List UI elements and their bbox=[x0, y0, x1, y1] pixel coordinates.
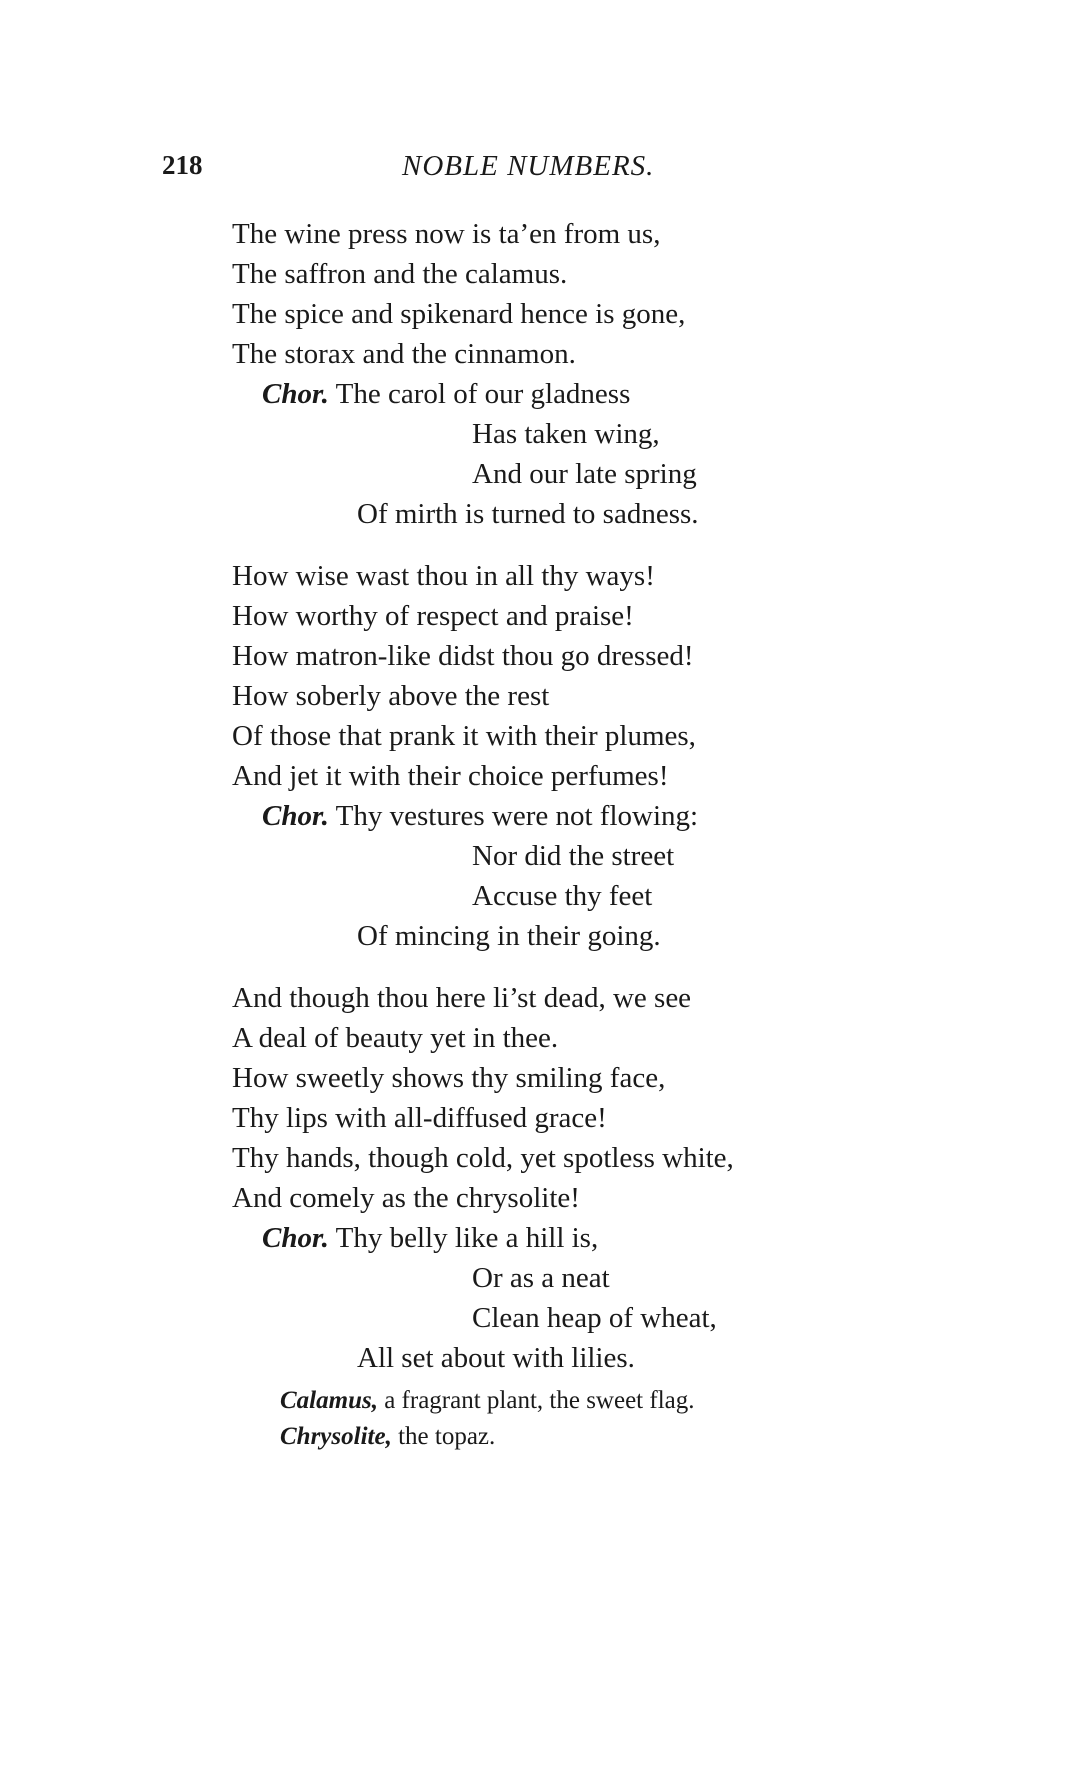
poem-line bbox=[232, 978, 734, 1018]
poem-line bbox=[232, 796, 734, 836]
poem-line bbox=[232, 334, 734, 374]
line-text: How wise wast thou in all thy ways! bbox=[232, 560, 655, 592]
line-text: How matron-like didst thou go dressed! bbox=[232, 640, 694, 672]
footnote bbox=[280, 1383, 694, 1419]
poem-line bbox=[232, 756, 734, 796]
poem-line bbox=[232, 636, 734, 676]
poem-line bbox=[232, 836, 734, 876]
footnote-definition: the topaz. bbox=[391, 1423, 496, 1450]
footnotes bbox=[280, 1383, 694, 1455]
page-number: 218 bbox=[162, 150, 203, 180]
poem-line bbox=[232, 716, 734, 756]
poem-line bbox=[232, 294, 734, 334]
line-text: A deal of beauty yet in thee. bbox=[232, 1022, 559, 1054]
line-text: Or as a neat bbox=[472, 1262, 610, 1294]
footnote-term: Calamus, bbox=[280, 1387, 378, 1414]
line-text: How soberly above the rest bbox=[232, 680, 550, 712]
poem-line bbox=[232, 676, 734, 716]
line-text: And though thou here li’st dead, we see bbox=[232, 982, 692, 1014]
stanza bbox=[232, 214, 734, 534]
poem-line bbox=[232, 556, 734, 596]
poem-line bbox=[232, 214, 734, 254]
poem-line bbox=[232, 254, 734, 294]
line-text: And comely as the chrysolite! bbox=[232, 1182, 580, 1214]
line-text: Accuse thy feet bbox=[472, 880, 653, 912]
poem-line bbox=[232, 1018, 734, 1058]
poem-line bbox=[232, 494, 734, 534]
line-text: How worthy of respect and praise! bbox=[232, 600, 634, 632]
line-text: Thy belly like a hill is, bbox=[328, 1222, 599, 1254]
line-text: Thy vestures were not flowing: bbox=[328, 800, 699, 832]
line-text: Of mincing in their going. bbox=[357, 920, 661, 952]
poem-line bbox=[232, 596, 734, 636]
poem-line bbox=[232, 1338, 734, 1378]
poem-line bbox=[232, 1298, 734, 1338]
line-text: And jet it with their choice perfumes! bbox=[232, 760, 669, 792]
poem-line bbox=[232, 454, 734, 494]
poem-line bbox=[232, 1058, 734, 1098]
running-head-title: NOBLE NUMBERS. bbox=[402, 150, 655, 182]
poem-line bbox=[232, 1258, 734, 1298]
poem-line bbox=[232, 1218, 734, 1258]
line-text: Thy hands, though cold, yet spotless white, bbox=[232, 1142, 734, 1174]
line-text: The saffron and the calamus. bbox=[232, 258, 568, 290]
line-text: The carol of our gladness bbox=[328, 378, 631, 410]
line-text: Of those that prank it with their plumes, bbox=[232, 720, 696, 752]
footnote-definition: a fragrant plant, the sweet flag. bbox=[377, 1387, 695, 1414]
poem-line bbox=[232, 374, 734, 414]
footnote-term: Chrysolite, bbox=[280, 1423, 392, 1450]
line-text: Clean heap of wheat, bbox=[472, 1302, 717, 1334]
stanza bbox=[232, 556, 734, 956]
poem-body bbox=[232, 214, 734, 1378]
line-text: Nor did the street bbox=[472, 840, 675, 872]
footnote bbox=[280, 1419, 694, 1455]
poem-line bbox=[232, 916, 734, 956]
poem-line bbox=[232, 1178, 734, 1218]
chorus-label: Chor. bbox=[262, 800, 329, 832]
chorus-label: Chor. bbox=[262, 378, 329, 410]
line-text: Of mirth is turned to sadness. bbox=[357, 498, 699, 530]
line-text: The wine press now is ta’en from us, bbox=[232, 218, 661, 250]
stanza bbox=[232, 978, 734, 1378]
chorus-label: Chor. bbox=[262, 1222, 329, 1254]
line-text: The storax and the cinnamon. bbox=[232, 338, 576, 370]
poem-line bbox=[232, 876, 734, 916]
line-text: And our late spring bbox=[472, 458, 697, 490]
poem-line bbox=[232, 1138, 734, 1178]
line-text: Has taken wing, bbox=[472, 418, 660, 450]
line-text: Thy lips with all-diffused grace! bbox=[232, 1102, 607, 1134]
line-text: How sweetly shows thy smiling face, bbox=[232, 1062, 666, 1094]
poem-line bbox=[232, 1098, 734, 1138]
poem-line bbox=[232, 414, 734, 454]
line-text: The spice and spikenard hence is gone, bbox=[232, 298, 686, 330]
line-text: All set about with lilies. bbox=[357, 1342, 635, 1374]
running-header bbox=[162, 150, 722, 190]
